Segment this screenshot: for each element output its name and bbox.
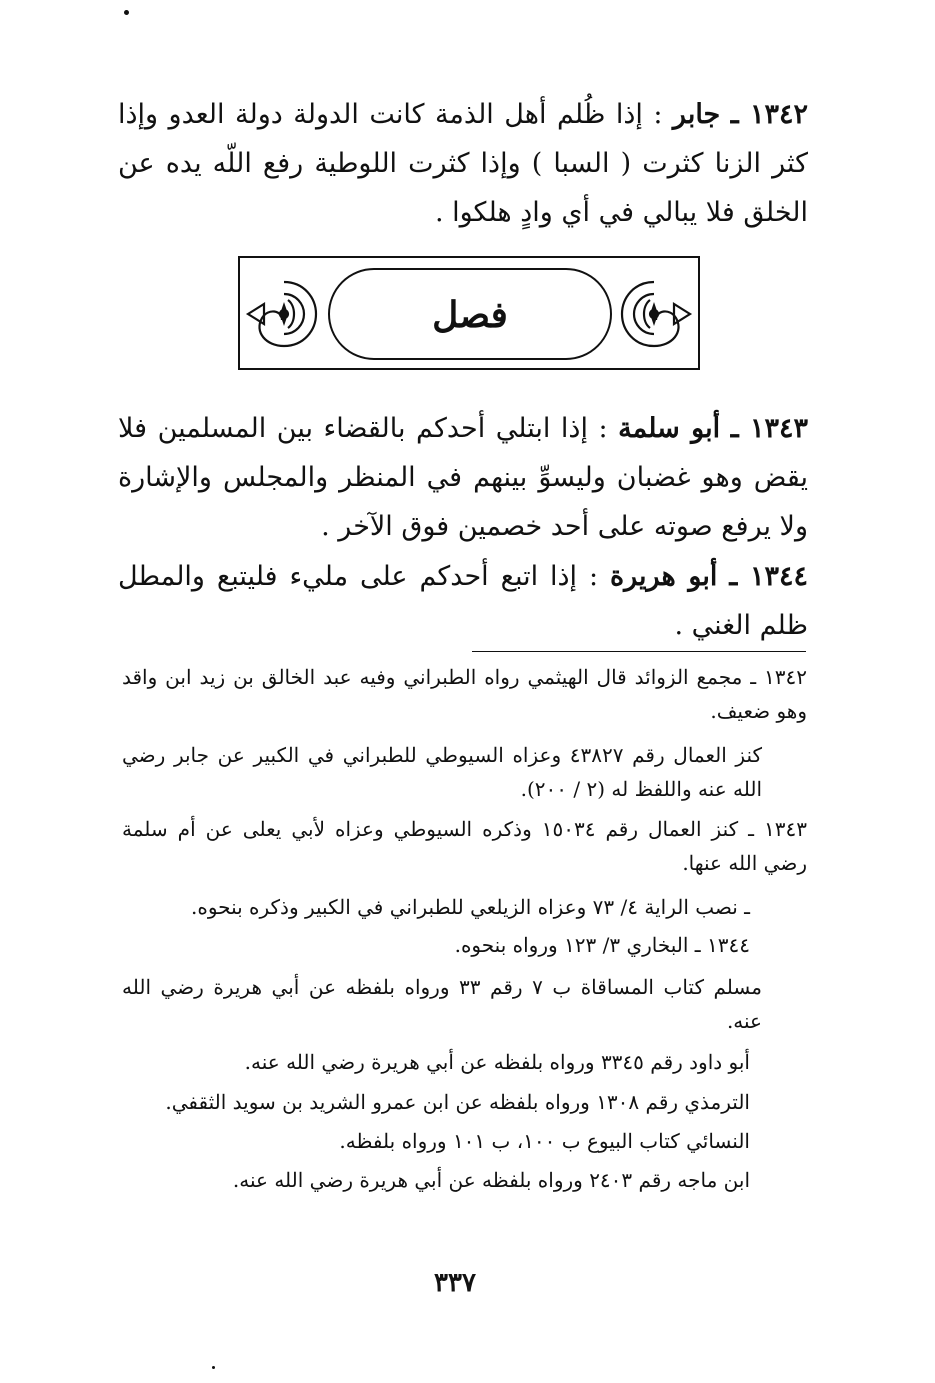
footnote-1342: ١٣٤٢ ـ مجمع الزوائد قال الهيثمي رواه الطبراني وفيه عبد الخالق بن زيد ابن واقد وهو ضعيف. <box>122 665 807 723</box>
footnote-1343: ١٣٤٣ ـ كنز العمال رقم ١٥٠٣٤ وذكره السيوطي وعزاه لأبي يعلى عن أم سلمة رضي الله عنها. <box>122 817 807 875</box>
section-title: فصل <box>432 294 508 336</box>
entry-text: : إذا اتبع أحدكم على مليء فليتبع والمطل ظلم الغني . <box>118 561 808 641</box>
narrator-name: جابر <box>672 99 721 130</box>
banner-cartouche <box>328 268 612 360</box>
entry-text: : إذا ابتلي أحدكم بالقضاء بين المسلمين فلا يقض وهو غضبان وليسوِّ بينهم في المنظر والمجلس والإشارة ولا يرفع صوته على أحد خصمين فوق الآخر . <box>118 413 808 542</box>
entry-number: ١٣٤٢ ـ <box>730 99 808 130</box>
ornament-left-icon <box>244 274 324 354</box>
entry-1344 <box>118 552 808 650</box>
footnote-nasb: ـ نصب الراية ٤/ ٧٣ وعزاه الزيلعي للطبراني في الكبير وذكره بنحوه. <box>190 895 750 919</box>
footnote-abu-dawud: أبو داود رقم ٣٣٤٥ ورواه بلفظه عن أبي هريرة رضي الله عنه. <box>244 1050 750 1074</box>
footnote-1344: ١٣٤٤ ـ البخاري ٣/ ١٢٣ ورواه بنحوه. <box>454 933 750 957</box>
entry-text: : إذا ظُلم أهل الذمة كانت الدولة دولة العدو وإذا كثر الزنا كثرت ( السبا ) وإذا كثرت اللوطية رفع اللّه يده عن الخلق فلا يبالي في أي وادٍ هلكوا . <box>118 99 808 228</box>
narrator-name: أبو هريرة <box>610 561 718 592</box>
top-speck <box>124 10 129 15</box>
entry-number: ١٣٤٣ ـ <box>730 413 808 444</box>
entry-1343 <box>118 404 808 551</box>
page-number: ٣٣٧ <box>434 1268 476 1298</box>
footnote-muslim: مسلم كتاب المساقاة ب ٧ رقم ٣٣ ورواه بلفظه عن أبي هريرة رضي الله عنه. <box>122 975 762 1033</box>
footnote-kanz-1342: كنز العمال رقم ٤٣٨٢٧ وعزاه السيوطي للطبراني في الكبير عن جابر رضي الله عنه واللفظ له (٢ / ٢٠٠). <box>122 743 763 801</box>
bottom-speck <box>212 1366 215 1369</box>
footnote-nasai: النسائي كتاب البيوع ب ١٠٠، ب ١٠١ ورواه بلفظه. <box>339 1129 750 1153</box>
entry-number: ١٣٤٤ ـ <box>729 561 808 592</box>
footnote-separator <box>472 651 806 652</box>
footnote-tirmidhi: الترمذي رقم ١٣٠٨ ورواه بلفظه عن ابن عمرو الشريد بن سويد الثقفي. <box>165 1090 750 1114</box>
section-banner <box>238 256 700 370</box>
footnote-ibn-majah: ابن ماجه رقم ٢٤٠٣ ورواه بلفظه عن أبي هريرة رضي الله عنه. <box>232 1168 750 1192</box>
ornament-right-icon <box>614 274 694 354</box>
entry-1342 <box>118 90 808 237</box>
narrator-name: أبو سلمة <box>618 413 721 444</box>
